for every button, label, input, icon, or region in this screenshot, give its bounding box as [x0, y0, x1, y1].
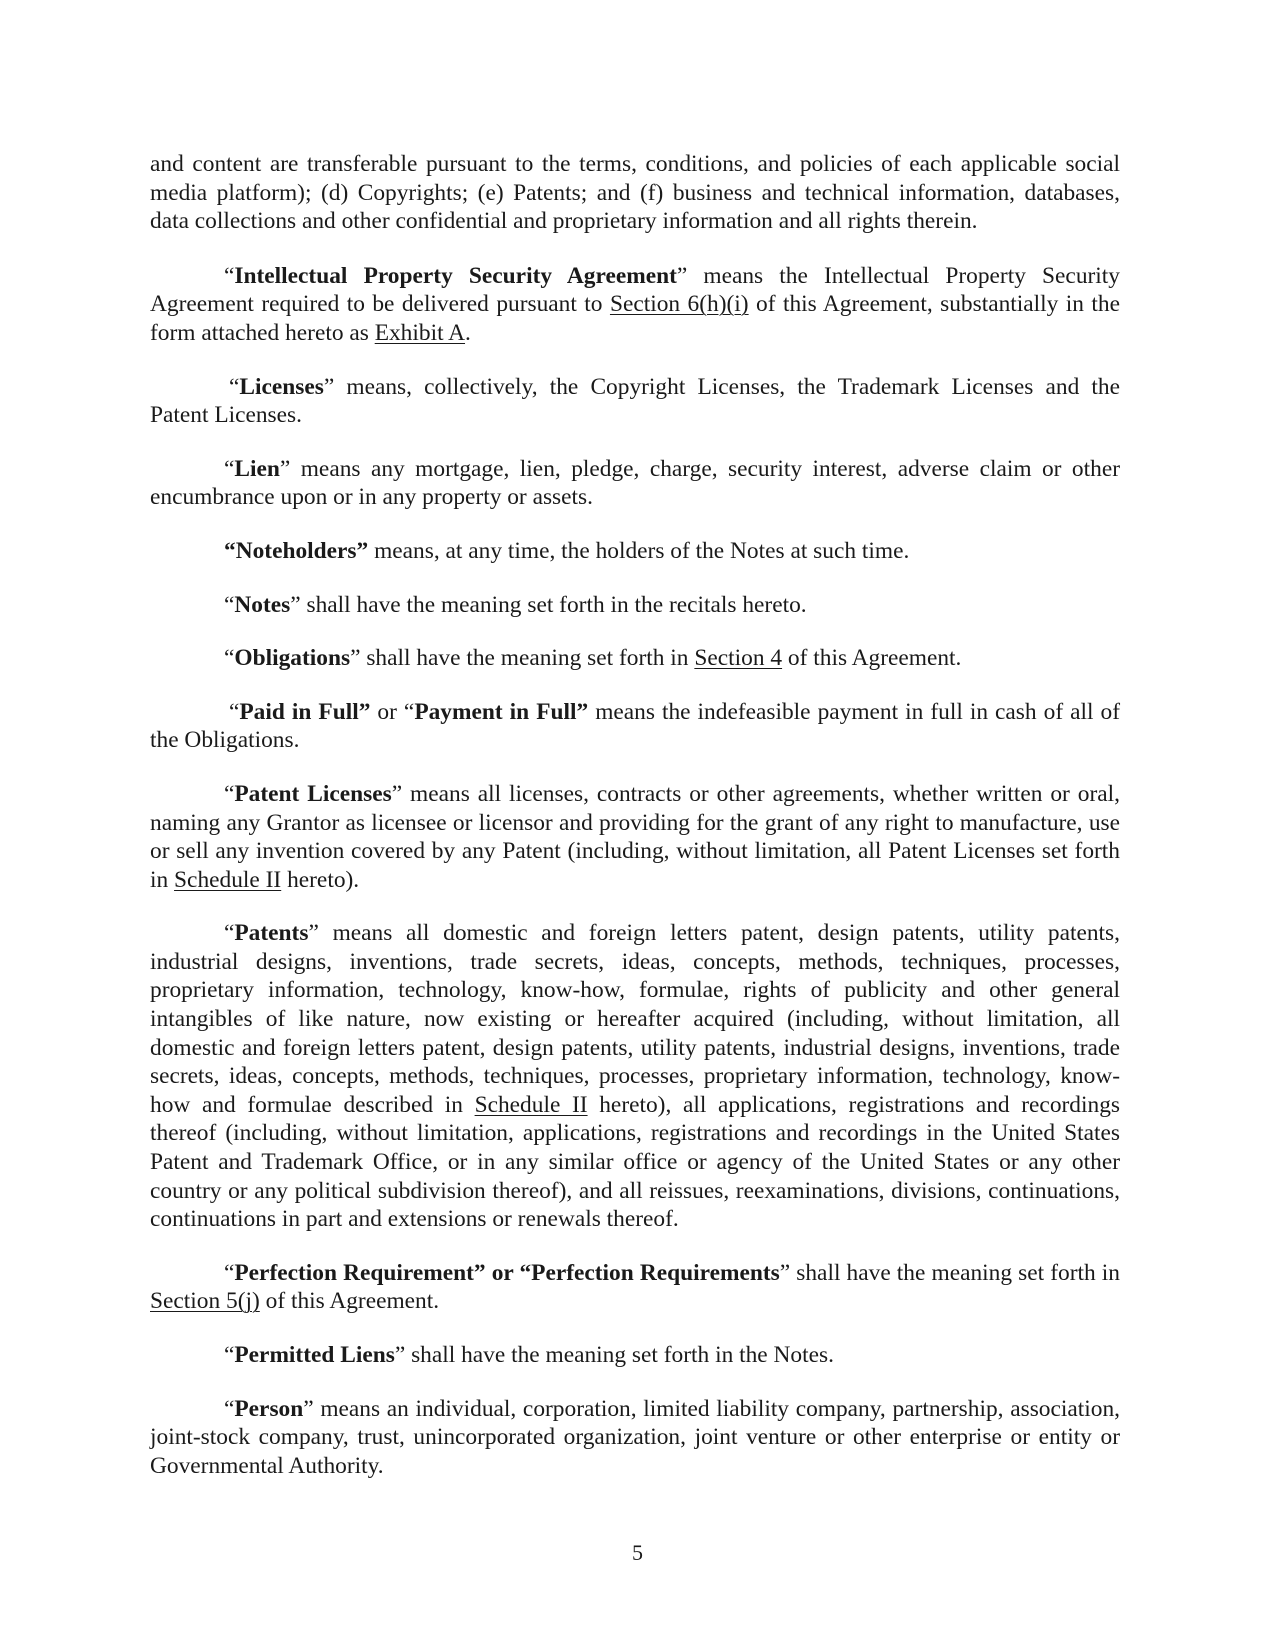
definition-text: means the Intellectual Property Security Agreement required to be delivered pursuant to	[150, 262, 1120, 318]
paragraph-text: and content are transferable pursuant to the terms, conditions, and policies of each applicable social media platform); (d) Copyrights; (e) Patents; and (f) business and technical information, databases, data collections and other confidential and proprietary information and all rights therein.	[150, 151, 1120, 235]
paragraph-continuation	[150, 150, 1120, 236]
definition-lien	[150, 455, 1120, 512]
definition-obligations	[150, 644, 1120, 673]
defined-term: Notes	[234, 591, 291, 618]
definition-text: of this Agreement, substantially in the form attached hereto as	[150, 291, 1120, 346]
definition-text: means all licenses, contracts or other agreements, whether written or oral, naming any Grantor as licensee or licensor and providing for the grant of any right to manufacture, use or sell any invention covered by any Patent (including, without limitation, all Patent Licenses set forth in	[150, 780, 1120, 893]
open-quote: “	[224, 591, 235, 618]
definition-intellectual-property-security-agreement	[150, 262, 1120, 348]
definition-text: means, at any time, the holders of the Notes at such time.	[368, 537, 910, 564]
definition-patent-licenses	[150, 780, 1120, 894]
definition-text: shall have the meaning set forth in the recitals hereto.	[300, 591, 807, 618]
section-reference: Section 5(j)	[150, 1288, 260, 1315]
defined-term: Payment in Full”	[414, 698, 589, 725]
definition-notes	[150, 591, 1120, 620]
open-quote: “	[224, 262, 235, 289]
definition-patents	[150, 919, 1120, 1234]
definition-text: shall have the meaning set forth in	[360, 645, 695, 672]
open-quote: “	[229, 373, 240, 400]
open-quote: “	[224, 1395, 235, 1422]
definition-text: shall have the meaning set forth in the Notes.	[405, 1342, 834, 1368]
open-quote: “	[229, 698, 240, 725]
defined-term: Paid in Full”	[239, 698, 371, 725]
open-quote: “	[224, 1342, 235, 1368]
definition-text: hereto).	[281, 866, 360, 893]
section-reference: Section 4	[694, 645, 783, 672]
defined-term: Intellectual Property Security Agreement	[234, 262, 677, 289]
definition-text: means an individual, corporation, limited liability company, partnership, association, joint-stock company, trust, unincorporated organization, joint venture or other enterprise or entity or Governmental Authority.	[150, 1395, 1120, 1479]
definition-text: means the indefeasible payment in full in cash of all of the Obligations.	[150, 698, 1120, 754]
document-body	[150, 150, 1120, 1505]
defined-term: Perfection Requirement” or “Perfection Requirements	[234, 1259, 780, 1286]
definition-text: of this Agreement.	[259, 1288, 440, 1315]
close-quote: ”	[394, 1342, 406, 1368]
close-quote: ”	[290, 591, 301, 618]
close-quote: ”	[391, 780, 403, 807]
connector-text: or “	[370, 698, 415, 725]
defined-term: Patent Licenses	[234, 780, 392, 807]
open-quote: “	[224, 645, 235, 672]
definition-text: shall have the meaning set forth in	[790, 1259, 1121, 1286]
definition-licenses	[150, 373, 1120, 430]
section-reference: Section 6(h)(i)	[609, 291, 749, 318]
close-quote: ”	[350, 645, 361, 672]
definition-person	[150, 1395, 1120, 1481]
defined-term: “Noteholders”	[224, 537, 369, 564]
page-number: 5	[632, 1540, 643, 1565]
schedule-reference: Schedule II	[474, 1091, 588, 1118]
schedule-reference: Schedule II	[174, 866, 282, 893]
open-quote: “	[224, 920, 235, 947]
definition-perfection-requirement	[150, 1259, 1120, 1316]
defined-term: Lien	[234, 455, 280, 482]
open-quote: “	[224, 1259, 235, 1286]
close-quote: ”	[279, 455, 291, 482]
defined-term: Person	[234, 1395, 304, 1422]
defined-term: Patents	[234, 920, 309, 947]
close-quote: ”	[779, 1259, 791, 1286]
exhibit-reference: Exhibit A	[374, 319, 466, 346]
open-quote: “	[224, 455, 235, 482]
defined-term: Permitted Liens	[234, 1342, 395, 1368]
defined-term: Licenses	[239, 373, 324, 400]
definition-text: .	[465, 319, 471, 346]
close-quote: ”	[323, 373, 335, 400]
definition-text: means all domestic and foreign letters patent, design patents, utility patents, industrial designs, inventions, trade secrets, ideas, concepts, methods, techniques, processes, proprietary information, technology, know-how, formulae, rights of publicity and other general intangibles of like nature, now existing or hereafter acquired (including, without limitation, all domestic and foreign letters patent, design patents, utility patents, industrial designs, inventions, trade secrets, ideas, concepts, methods, techniques, processes, proprietary information, technology, know-how and formulae described in	[150, 920, 1120, 1118]
defined-term: Obligations	[234, 645, 351, 672]
definition-text: of this Agreement.	[782, 645, 962, 672]
definition-permitted-liens	[150, 1341, 1120, 1370]
close-quote: ”	[308, 920, 319, 947]
open-quote: “	[224, 780, 235, 807]
definition-text: means, collectively, the Copyright Licenses, the Trademark Licenses and the Patent Licenses.	[150, 373, 1120, 429]
definition-text: hereto), all applications, registrations and recordings thereof (including, without limitation, applications, registrations and recordings in the United States Patent and Trademark Office, or in any similar office or agency of the United States or any other country or any political subdivision thereof), and all reissues, reexaminations, divisions, continuations, continuations in part and extensions or renewals thereof.	[150, 1091, 1120, 1233]
definition-paid-in-full	[150, 698, 1120, 755]
close-quote: ”	[676, 262, 688, 289]
definition-text: means any mortgage, lien, pledge, charge, security interest, adverse claim or other encumbrance upon or in any property or assets.	[150, 455, 1120, 511]
definition-noteholders	[150, 537, 1120, 566]
close-quote: ”	[303, 1395, 314, 1422]
